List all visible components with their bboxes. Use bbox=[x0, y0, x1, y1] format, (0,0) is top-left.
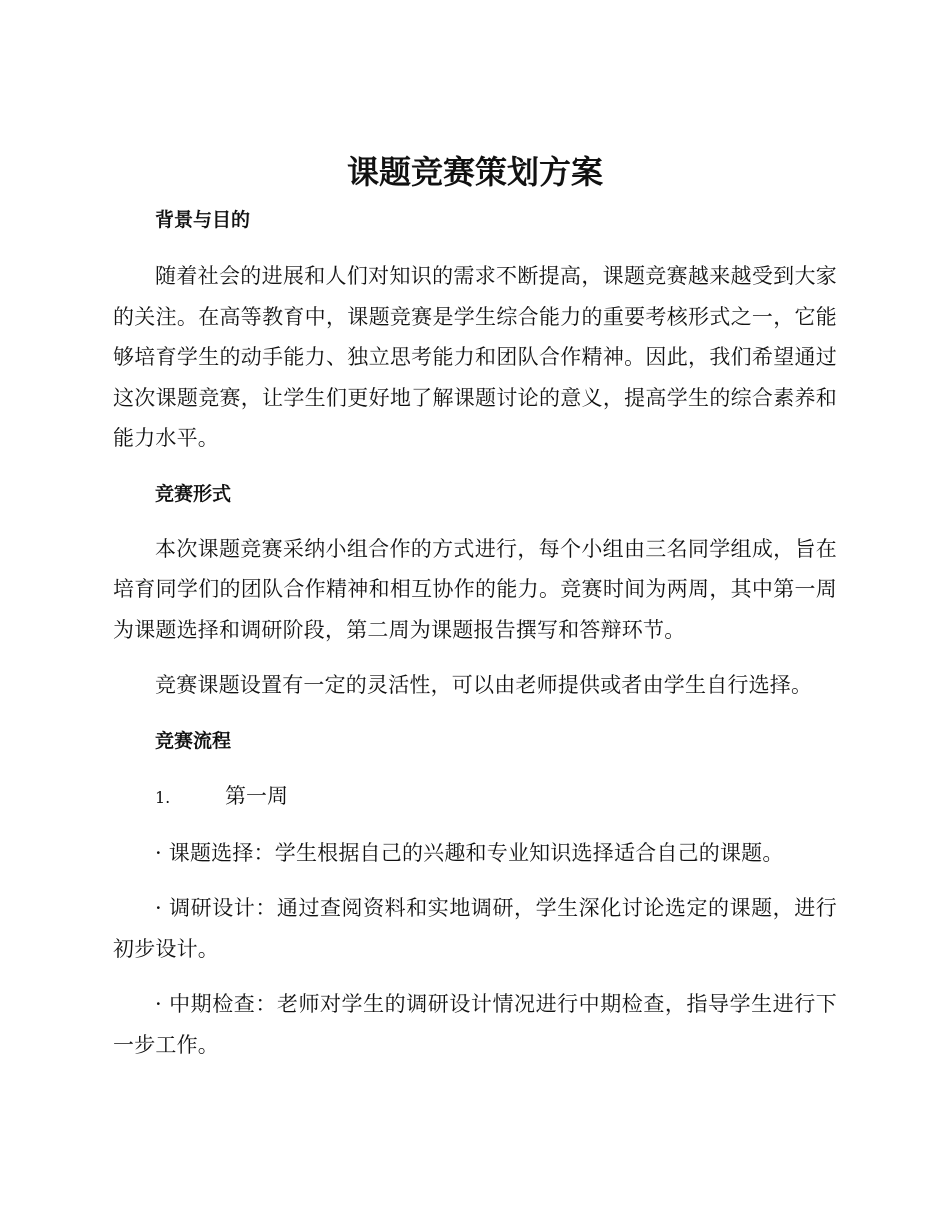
format-paragraph-1: 本次课题竞赛采纳小组合作的方式进行，每个小组由三名同学组成，旨在培育同学们的团队合作精神和相互协作的能力。竞赛时间为两周，其中第一周为课题选择和调研阶段，第二周为课题报告撰写和答辩环节。 bbox=[113, 536, 837, 642]
bullet-item-topic-selection: · 课题选择：学生根据自己的兴趣和专业知识选择适合自己的课题。 bbox=[155, 840, 784, 865]
list-item-label: 第一周 bbox=[225, 783, 288, 808]
section-heading-background: 背景与目的 bbox=[155, 209, 251, 231]
background-paragraph: 随着社会的进展和人们对知识的需求不断提高，课题竞赛越来越受到大家的关注。在高等教育中，课题竞赛是学生综合能力的重要考核形式之一，它能够培育学生的动手能力、独立思考能力和团队合作精神。因此，我们希望通过这次课题竞赛，让学生们更好地了解课题讨论的意义，提高学生的综合素养和能力水平。 bbox=[113, 264, 837, 450]
section-heading-format: 竞赛形式 bbox=[155, 482, 232, 505]
section-heading-process: 竞赛流程 bbox=[155, 729, 232, 752]
document-title: 课题竞赛策划方案 bbox=[346, 153, 603, 191]
list-number: 1. bbox=[155, 787, 171, 807]
bullet-item-research-design: · 调研设计：通过查阅资料和实地调研，学生深化讨论选定的课题，进行初步设计。 bbox=[113, 896, 837, 961]
bullet-item-midterm-check: · 中期检查：老师对学生的调研设计情况进行中期检查，指导学生进行下一步工作。 bbox=[113, 992, 837, 1057]
document-body bbox=[113, 200, 837, 1065]
numbered-list-item bbox=[113, 776, 837, 818]
format-paragraph-2: 竞赛课题设置有一定的灵活性，可以由老师提供或者由学生自行选择。 bbox=[155, 673, 813, 697]
